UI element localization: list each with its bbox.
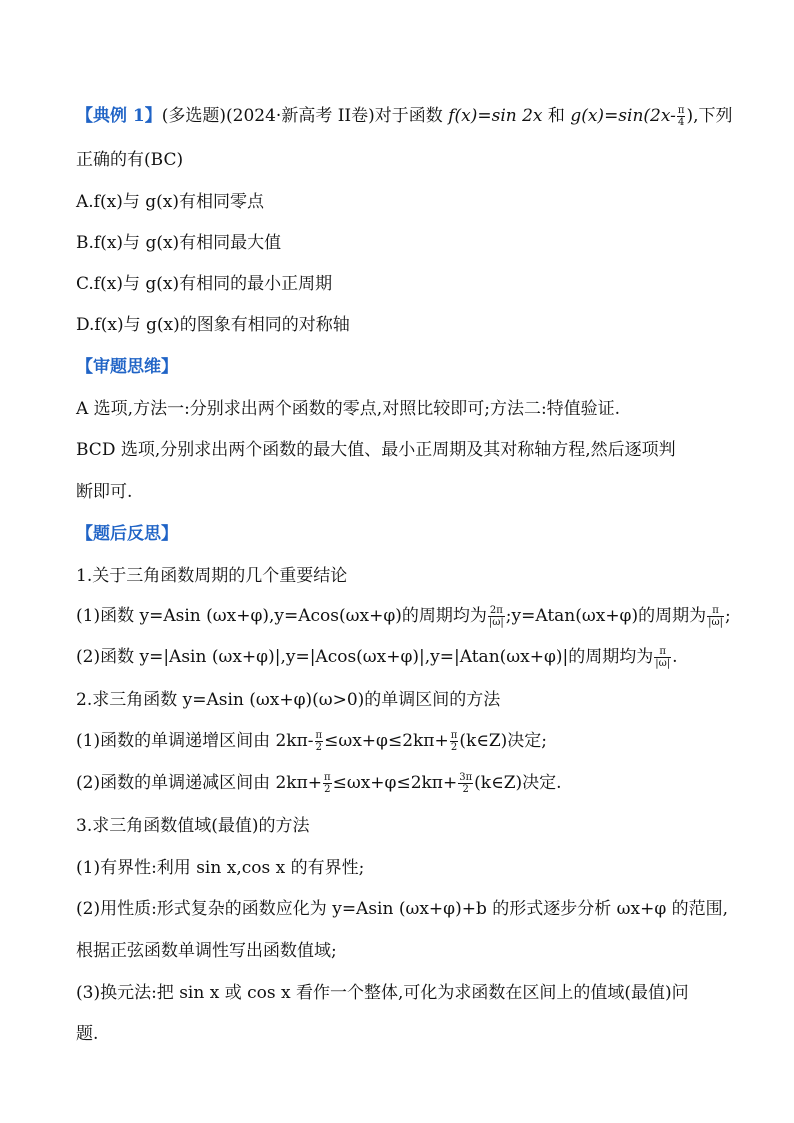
decreasing-interval-line — [76, 771, 736, 795]
question-source: (2024·新高考 II卷) — [226, 106, 375, 126]
range-method-3-cont: 题. — [76, 1024, 99, 1044]
example-tag: 【典例 1】 — [76, 106, 162, 126]
option-d: D.f(x)与 g(x)的图象有相同的对称轴 — [76, 315, 350, 335]
question-type: (多选题) — [161, 106, 227, 126]
g-definition-post: ),下列 — [686, 106, 733, 126]
intro-text: 对于函数 — [374, 106, 443, 126]
thinking-p2b: 断即可. — [76, 482, 133, 502]
reflection-tag: 【题后反思】 — [76, 524, 178, 544]
option-c: C.f(x)与 g(x)有相同的最小正周期 — [76, 274, 333, 294]
example-answer-line — [76, 148, 736, 172]
period-fraction-1: $\frac{2\pi}{|\omega|}$ — [488, 605, 504, 628]
dec-text-c: (k∈Z)决定. — [474, 773, 562, 793]
range-method-2-cont: 根据正弦函数单调性写出函数值域; — [76, 941, 337, 961]
inc-fraction-2: $\frac{\pi}{2}$ — [450, 730, 458, 753]
dec-text-b: ≤ωx+φ≤2kπ+ — [332, 773, 458, 793]
range-method-2: (2)用性质:形式复杂的函数应化为 y=Asin (ωx+φ)+b 的形式逐步分析 ωx+φ 的范围, — [76, 899, 729, 919]
period-text-b: ;y=Atan(ωx+φ)的周期为 — [505, 606, 707, 626]
thinking-p1: A 选项,方法一:分别求出两个函数的零点,对照比较即可;方法二:特值验证. — [76, 399, 621, 419]
f-definition: f(x)=sin 2x — [448, 106, 543, 126]
range-method-1: (1)有界性:利用 sin x,cos x 的有界性; — [76, 858, 365, 878]
period-fraction-2: $\frac{\pi}{|\omega|}$ — [708, 605, 724, 628]
g-definition-pre: g(x)=sin(2x- — [570, 106, 676, 126]
inc-text-c: (k∈Z)决定; — [459, 731, 548, 751]
thinking-p2a: BCD 选项,分别求出两个函数的最大值、最小正周期及其对称轴方程,然后逐项判 — [76, 440, 676, 460]
period2-text-a: (2)函数 y=|Asin (ωx+φ)|,y=|Acos(ωx+φ)|,y=|Atan(ωx+φ)|的周期均为 — [76, 647, 654, 667]
increasing-interval-line — [76, 729, 736, 753]
reflection-heading-1: 1.关于三角函数周期的几个重要结论 — [76, 566, 348, 586]
option-a: A.f(x)与 g(x)有相同零点 — [76, 192, 264, 212]
period-text-c: ; — [725, 606, 731, 626]
option-b: B.f(x)与 g(x)有相同最大值 — [76, 233, 282, 253]
inc-fraction-1: $\frac{\pi}{2}$ — [315, 730, 323, 753]
reflection-heading-2: 2.求三角函数 y=Asin (ωx+φ)(ω>0)的单调区间的方法 — [76, 690, 501, 710]
dec-fraction-1: $\frac{\pi}{2}$ — [324, 772, 331, 795]
period-text-a: (1)函数 y=Asin (ωx+φ),y=Acos(ωx+φ)的周期均为 — [76, 606, 487, 626]
inc-text-b: ≤ωx+φ≤2kπ+ — [324, 731, 449, 751]
reflection-heading-3: 3.求三角函数值域(最值)的方法 — [76, 816, 310, 836]
period-line-2 — [76, 645, 736, 669]
period2-fraction: $\frac{\pi}{|\omega|}$ — [655, 646, 671, 669]
range-method-3: (3)换元法:把 sin x 或 cos x 看作一个整体,可化为求函数在区间上的值域(最值)问 — [76, 983, 689, 1003]
and-text: 和 — [547, 106, 565, 126]
thinking-tag: 【审题思维】 — [76, 357, 178, 377]
dec-fraction-2: $\frac{3\pi}{2}$ — [459, 772, 473, 795]
period2-text-b: . — [672, 647, 678, 667]
period-line-1 — [76, 604, 736, 628]
g-fraction: $\frac{\pi}{4}$ — [677, 105, 685, 128]
inc-text-a: (1)函数的单调递增区间由 2kπ- — [76, 731, 314, 751]
dec-text-a: (2)函数的单调递减区间由 2kπ+ — [76, 773, 323, 793]
answer-text: 正确的有(BC) — [76, 150, 184, 170]
example-title-line — [76, 104, 736, 128]
